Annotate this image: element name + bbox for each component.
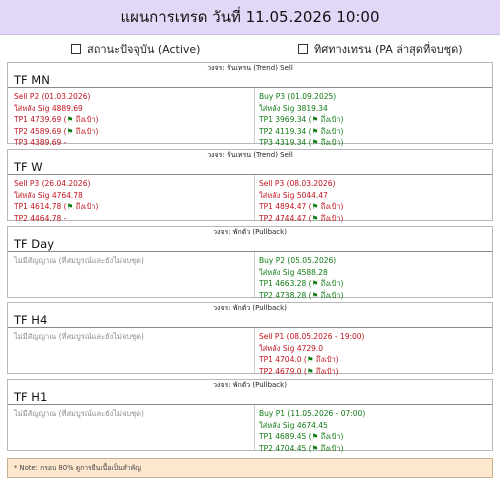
- signal-line: [14, 126, 249, 138]
- signal-text: TP2 4464.78 -: [14, 213, 67, 223]
- timeframe-label: TF W: [14, 160, 43, 174]
- signal-text: Buy P3 (01.09.2025): [259, 92, 337, 101]
- cycle-label: วงจร: พักตัว (Pullback): [213, 228, 287, 236]
- trend-direction-column: [259, 255, 489, 301]
- trend-direction-column: [259, 408, 489, 454]
- signal-line: [14, 201, 249, 213]
- target-status: ถึงเป้า): [318, 213, 344, 223]
- signal-line: [259, 366, 489, 378]
- target-status: ถึงเป้า): [73, 115, 99, 125]
- target-status: ถึงเป้า): [73, 202, 99, 212]
- flag-icon: ⚑: [311, 115, 319, 125]
- flag-icon: ⚑: [306, 366, 314, 376]
- active-signal-column: [14, 178, 249, 224]
- signal-text: TP2 4704.45 (: [259, 443, 312, 453]
- timeframe-label: TF Day: [14, 237, 55, 251]
- flag-icon: ⚑: [311, 279, 319, 289]
- target-status: ถึงเป้า): [73, 126, 99, 136]
- signal-text: ใส่หลัง Sig 3819.34: [259, 103, 328, 113]
- note-text: * Note: กรอบ 80% ดูการยืนเนื้อเป็นสำคัญ: [14, 464, 141, 472]
- flag-icon: ⚑: [311, 432, 319, 442]
- cycle-label: วงจร: พักตัว (Pullback): [213, 304, 287, 312]
- timeframe-panel-day: [7, 226, 493, 298]
- signal-line: [259, 331, 489, 343]
- column-divider: [254, 328, 255, 373]
- checkbox-icon[interactable]: [71, 44, 81, 54]
- active-signal-column: [14, 255, 249, 267]
- signal-line: [259, 114, 489, 126]
- column-divider: [254, 405, 255, 450]
- signal-text: TP2 4589.69 (: [14, 126, 67, 136]
- signal-line: [259, 137, 489, 149]
- legend-direction: [298, 40, 463, 58]
- legend-active-label: สถานะปัจจุบัน (Active): [87, 43, 201, 56]
- trend-direction-column: [259, 91, 489, 149]
- flag-icon: ⚑: [306, 355, 314, 365]
- trend-direction-column: [259, 178, 489, 224]
- signal-line: [14, 190, 249, 202]
- title-bar: [0, 0, 500, 35]
- timeframe-panel-h1: [7, 379, 493, 451]
- signal-line: [259, 190, 489, 202]
- signal-text: Buy P2 (05.05.2026): [259, 256, 337, 265]
- signal-line: [259, 343, 489, 355]
- signal-line: [14, 178, 249, 190]
- column-divider: [254, 88, 255, 143]
- signal-text: Sell P3 (08.03.2026): [259, 179, 336, 188]
- active-signal-column: [14, 91, 249, 149]
- signal-line: [259, 178, 489, 190]
- signal-line: [14, 91, 249, 103]
- signal-text: TP3 4319.34 (: [259, 138, 312, 148]
- signal-text: ใส่หลัง Sig 4729.0: [259, 343, 324, 353]
- signal-line: [259, 278, 489, 290]
- signal-text: TP2 4679.0 (: [259, 366, 307, 376]
- signal-text: TP2 4744.47 (: [259, 213, 312, 223]
- target-status: ถึงเป้า): [313, 355, 339, 365]
- signal-text: TP2 4738.28 (: [259, 290, 312, 300]
- signal-line: [259, 103, 489, 115]
- cycle-label: วงจร: พักตัว (Pullback): [213, 381, 287, 389]
- signal-line: [259, 420, 489, 432]
- timeframe-underline: [8, 327, 492, 328]
- signal-text: TP1 4614.78 (: [14, 202, 67, 212]
- signal-text: Buy P1 (11.05.2026 - 07:00): [259, 409, 366, 418]
- signal-line: [259, 408, 489, 420]
- signal-text: ใส่หลัง Sig 4764.78: [14, 190, 83, 200]
- signal-line: [14, 213, 249, 225]
- legend-active: [71, 40, 200, 58]
- active-signal-column: [14, 331, 249, 343]
- target-status: ถึงเป้า): [318, 126, 344, 136]
- flag-icon: ⚑: [311, 126, 319, 136]
- flag-icon: ⚑: [66, 126, 74, 136]
- signal-line: [14, 255, 249, 267]
- timeframe-label: TF H4: [14, 313, 48, 327]
- signal-line: [259, 91, 489, 103]
- timeframe-underline: [8, 174, 492, 175]
- legend-row: [0, 40, 500, 58]
- signal-text: TP1 4739.69 (: [14, 115, 67, 125]
- signal-line: [259, 255, 489, 267]
- signal-text: Sell P1 (08.05.2026 - 19:00): [259, 332, 365, 341]
- timeframe-underline: [8, 404, 492, 405]
- signal-line: [259, 201, 489, 213]
- timeframe-label: TF H1: [14, 390, 48, 404]
- flag-icon: ⚑: [311, 138, 319, 148]
- signal-text: ไม่มีสัญญาณ (ที่สมบูรณ์และยังไม่จบชุด): [14, 256, 144, 265]
- page-title: แผนการเทรด วันที่ 11.05.2026 10:00: [120, 8, 380, 26]
- target-status: ถึงเป้า): [318, 138, 344, 148]
- target-status: ถึงเป้า): [318, 443, 344, 453]
- signal-line: [259, 213, 489, 225]
- flag-icon: ⚑: [66, 202, 74, 212]
- signal-line: [14, 331, 249, 343]
- column-divider: [254, 252, 255, 297]
- timeframe-underline: [8, 251, 492, 252]
- signal-line: [14, 137, 249, 149]
- signal-line: [259, 443, 489, 455]
- signal-text: TP1 4894.47 (: [259, 202, 312, 212]
- flag-icon: ⚑: [311, 290, 319, 300]
- flag-icon: ⚑: [311, 213, 319, 223]
- timeframe-panel-w: [7, 149, 493, 221]
- signal-text: Sell P2 (01.03.2026): [14, 92, 91, 101]
- signal-text: TP1 4689.45 (: [259, 432, 312, 442]
- signal-line: [259, 267, 489, 279]
- target-status: ถึงเป้า): [318, 115, 344, 125]
- signal-text: ไม่มีสัญญาณ (ที่สมบูรณ์และยังไม่จบชุด): [14, 332, 144, 341]
- signal-text: ใส่หลัง Sig 4588.28: [259, 267, 328, 277]
- target-status: ถึงเป้า): [318, 279, 344, 289]
- flag-icon: ⚑: [311, 202, 319, 212]
- signal-line: [259, 354, 489, 366]
- timeframe-underline: [8, 87, 492, 88]
- flag-icon: ⚑: [66, 115, 74, 125]
- target-status: ถึงเป้า): [318, 290, 344, 300]
- target-status: ถึงเป้า): [313, 366, 339, 376]
- signal-text: TP1 4663.28 (: [259, 279, 312, 289]
- signal-text: TP3 4389.69 -: [14, 138, 67, 148]
- column-divider: [254, 175, 255, 220]
- signal-text: ไม่มีสัญญาณ (ที่สมบูรณ์และยังไม่จบชุด): [14, 409, 144, 418]
- note-box: [7, 458, 493, 478]
- checkbox-icon[interactable]: [298, 44, 308, 54]
- cycle-label: วงจร: รันเทรน (Trend) Sell: [207, 64, 293, 72]
- timeframe-label: TF MN: [14, 73, 50, 87]
- signal-line: [14, 408, 249, 420]
- timeframe-panel-mn: [7, 62, 493, 148]
- signal-text: TP1 4704.0 (: [259, 355, 307, 365]
- signal-text: ใส่หลัง Sig 5044.47: [259, 190, 328, 200]
- timeframe-panel-h4: [7, 302, 493, 374]
- signal-text: TP2 4119.34 (: [259, 126, 312, 136]
- legend-direction-label: ทิศทางเทรน (PA ล่าสุดที่จบชุด): [314, 43, 463, 56]
- signal-text: TP1 3969.34 (: [259, 115, 312, 125]
- signal-line: [259, 126, 489, 138]
- signal-text: ใส่หลัง Sig 4674.45: [259, 420, 328, 430]
- target-status: ถึงเป้า): [318, 202, 344, 212]
- flag-icon: ⚑: [311, 443, 319, 453]
- signal-line: [259, 431, 489, 443]
- signal-line: [14, 103, 249, 115]
- active-signal-column: [14, 408, 249, 420]
- target-status: ถึงเป้า): [318, 432, 344, 442]
- trend-direction-column: [259, 331, 489, 377]
- signal-line: [14, 114, 249, 126]
- signal-line: [259, 290, 489, 302]
- signal-text: ใส่หลัง Sig 4889.69: [14, 103, 83, 113]
- signal-text: Sell P3 (26.04.2026): [14, 179, 91, 188]
- cycle-label: วงจร: รันเทรน (Trend) Sell: [207, 151, 293, 159]
